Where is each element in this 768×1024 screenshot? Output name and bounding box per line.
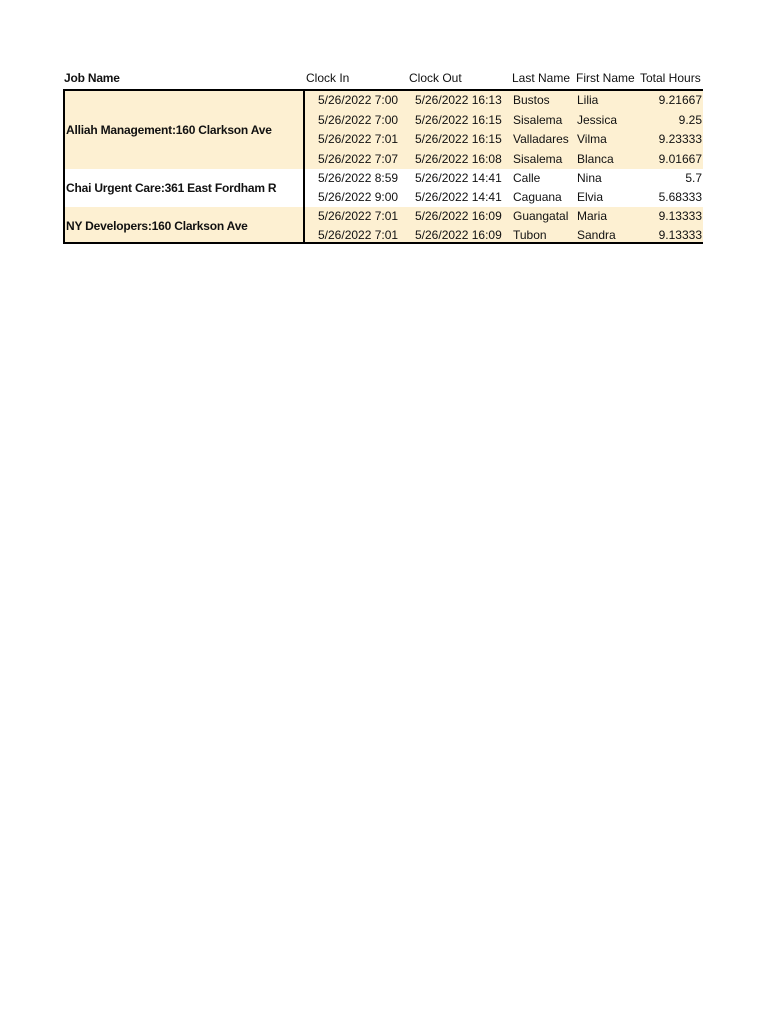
- table-row: [305, 111, 703, 131]
- first-name-cell: Vilma: [577, 132, 607, 146]
- first-name-cell: Blanca: [577, 151, 614, 166]
- job-group: [65, 91, 703, 169]
- last-name-cell: Caguana: [513, 190, 562, 204]
- total-hours-cell: 9.13333: [658, 209, 702, 223]
- first-name-cell: Elvia: [577, 190, 604, 204]
- clock-out-cell: 5/26/2022 16:09: [415, 209, 502, 223]
- first-name-cell: Maria: [577, 209, 608, 223]
- last-name-cell: Guangatal: [513, 209, 569, 223]
- clock-out-cell: 5/26/2022 14:41: [415, 190, 502, 204]
- clock-out-cell: 5/26/2022 16:15: [415, 132, 502, 146]
- total-hours-cell: 9.23333: [658, 132, 702, 146]
- header-job-name: Job Name: [64, 71, 120, 85]
- table-row: [305, 188, 703, 208]
- last-name-cell: Sisalema: [513, 112, 563, 127]
- clock-in-cell: 5/26/2022 8:59: [318, 171, 399, 185]
- clock-out-cell: 5/26/2022 16:08: [415, 151, 502, 166]
- table-row: [305, 207, 703, 227]
- total-hours-cell: 5.68333: [658, 190, 702, 204]
- header-clock-in: Clock In: [306, 71, 350, 85]
- last-name-cell: Bustos: [513, 93, 550, 107]
- total-hours-cell: 9.25: [678, 112, 702, 127]
- clock-in-cell: 5/26/2022 7:00: [318, 112, 399, 127]
- first-name-cell: Lilia: [577, 93, 599, 107]
- clock-out-cell: 5/26/2022 16:15: [415, 112, 502, 127]
- table-row: [305, 91, 703, 111]
- header-total-hours: Total Hours: [640, 71, 701, 85]
- last-name-cell: Calle: [513, 171, 541, 185]
- clock-in-cell: 5/26/2022 7:07: [318, 151, 399, 166]
- table-row: [305, 150, 703, 170]
- total-hours-cell: 9.21667: [658, 93, 702, 107]
- clock-in-cell: 5/26/2022 7:01: [318, 132, 399, 146]
- table-row: [305, 130, 703, 150]
- clock-in-cell: 5/26/2022 7:01: [318, 209, 399, 223]
- total-hours-cell: 9.13333: [658, 227, 702, 242]
- job-group: [65, 169, 703, 207]
- total-hours-cell: 5.7: [685, 171, 702, 185]
- header-clock-out: Clock Out: [409, 71, 462, 85]
- job-name-cell: Chai Urgent Care:361 East Fordham R: [65, 169, 305, 207]
- job-name-cell: NY Developers:160 Clarkson Ave: [65, 207, 305, 244]
- first-name-cell: Sandra: [577, 227, 616, 242]
- job-name-cell: Alliah Management:160 Clarkson Ave: [65, 91, 305, 169]
- first-name-cell: Jessica: [577, 112, 618, 127]
- clock-out-cell: 5/26/2022 16:09: [415, 227, 502, 242]
- table-row: [305, 226, 703, 245]
- job-group: [65, 207, 703, 244]
- clock-out-cell: 5/26/2022 14:41: [415, 171, 502, 185]
- first-name-cell: Nina: [577, 171, 602, 185]
- clock-in-cell: 5/26/2022 7:01: [318, 227, 399, 242]
- timesheet-table: [63, 89, 703, 244]
- header-first-name: First Name: [576, 71, 635, 85]
- total-hours-cell: 9.01667: [658, 151, 702, 166]
- header-last-name: Last Name: [512, 71, 571, 85]
- last-name-cell: Sisalema: [513, 151, 563, 166]
- clock-in-cell: 5/26/2022 7:00: [318, 93, 399, 107]
- last-name-cell: Valladares: [513, 132, 569, 146]
- clock-out-cell: 5/26/2022 16:13: [415, 93, 502, 107]
- last-name-cell: Tubon: [513, 227, 547, 242]
- clock-in-cell: 5/26/2022 9:00: [318, 190, 399, 204]
- table-row: [305, 169, 703, 189]
